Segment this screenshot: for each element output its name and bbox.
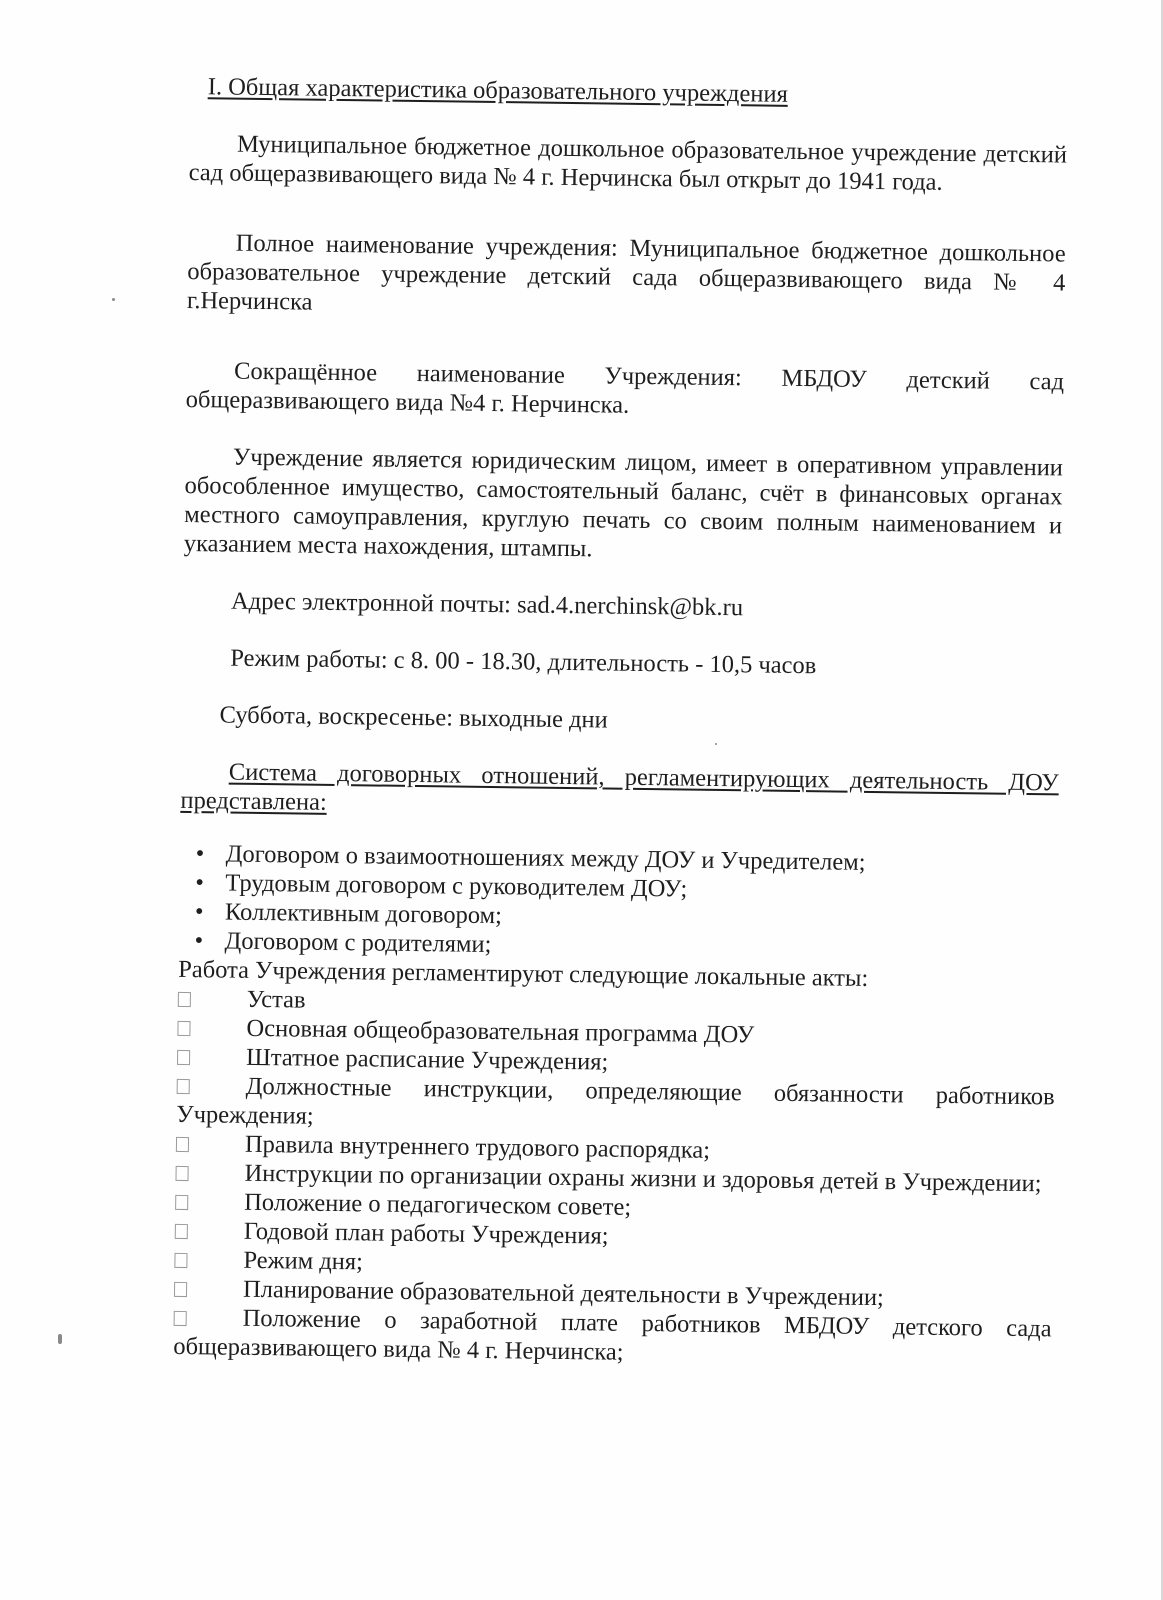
legal-status-paragraph: Учреждение является юридическим лицом, имеет в оперативном управлении обособленное имущество, самостоятельный баланс, счёт в финансовых органах местного самоуправления, круглую печать со своим полным наименованием и указанием места нахождения, штампы.: [183, 443, 1064, 563]
local-act-label: Режим дня;: [243, 1246, 364, 1276]
checkbox-icon: [175, 1224, 188, 1239]
local-acts-heading: Работа Учреждения регламентируют следующие локальные акты:: [178, 955, 869, 992]
checkbox-icon: [175, 1166, 188, 1181]
checkbox-icon: [174, 1253, 187, 1268]
local-acts-list: [173, 984, 1056, 1372]
local-act-label: Годовой план работы Учреждения;: [243, 1217, 609, 1250]
checkbox-icon: [175, 1195, 188, 1210]
email-line: Адрес электронной почты: sad.4.nerchinsk@bk.ru: [230, 587, 744, 622]
local-act-label: Положение о заработной плате работников МБДОУ детского сада общеразвивающего вида № 4 г. Нерчинска;: [173, 1304, 1052, 1366]
local-act-label: Основная общеобразовательная программа ДОУ: [246, 1014, 755, 1049]
contract-item: • Коллективным договором;: [179, 897, 1057, 937]
schedule-line: Режим работы: с 8. 00 - 18.30, длительность - 10,5 часов: [230, 644, 817, 680]
contract-item: • Договором о взаимоотношениях между ДОУ и Учредителем;: [180, 839, 1058, 879]
section-heading: I. Общая характеристика образовательного учреждения: [207, 73, 789, 108]
local-act-label: Инструкции по организации охраны жизни и здоровья детей в Учреждении;: [244, 1159, 1042, 1198]
checkbox-icon: [178, 992, 191, 1007]
contracts-list: [178, 839, 1057, 966]
intro-paragraph: Муниципальное бюджетное дошкольное образовательное учреждение детский сад общеразвивающего вида № 4 г. Нерчинска был открыт до 1941 года.: [188, 130, 1068, 196]
checkbox-icon: [176, 1137, 189, 1152]
full-name-paragraph: Полное наименование учреждения: Муниципальное бюджетное дошкольное образовательное учреждение детский сада общеразвивающего вида № 4 г.Нерчинска: [186, 229, 1066, 316]
checkbox-icon: [174, 1311, 187, 1326]
contracts-heading: Система договорных отношений, регламентирующих деятельность ДОУ представлена:: [180, 758, 1059, 816]
short-name-paragraph: Сокращённое наименование Учреждения: МБДОУ детский сад общеразвивающего вида №4 г. Нерчинска.: [185, 357, 1065, 419]
contract-item: • Трудовым договором с руководителем ДОУ;: [179, 868, 1057, 908]
checkbox-icon: [177, 1079, 190, 1094]
scan-speck: [112, 298, 115, 301]
local-act-label: Планирование образовательной деятельности в Учреждении;: [242, 1275, 885, 1312]
scan-speck: [58, 1334, 62, 1344]
local-act-label: Положение о педагогическом совете;: [244, 1188, 632, 1221]
contract-item: • Договором с родителями;: [178, 926, 1056, 966]
checkbox-icon: [177, 1050, 190, 1065]
weekend-line: Суббота, воскресенье: выходные дни: [219, 701, 608, 734]
local-act-label: Правила внутреннего трудового распорядка;: [244, 1130, 711, 1164]
local-act-label: Должностные инструкции, определяющие обязанности работников Учреждения;: [176, 1072, 1055, 1130]
checkbox-icon: [177, 1021, 190, 1036]
local-act-label: Штатное расписание Учреждения;: [245, 1043, 609, 1076]
document-body: [173, 72, 1068, 1372]
checkbox-icon: [174, 1282, 187, 1297]
local-act-label: Устав: [246, 985, 306, 1014]
local-act-item: [173, 1303, 1052, 1372]
